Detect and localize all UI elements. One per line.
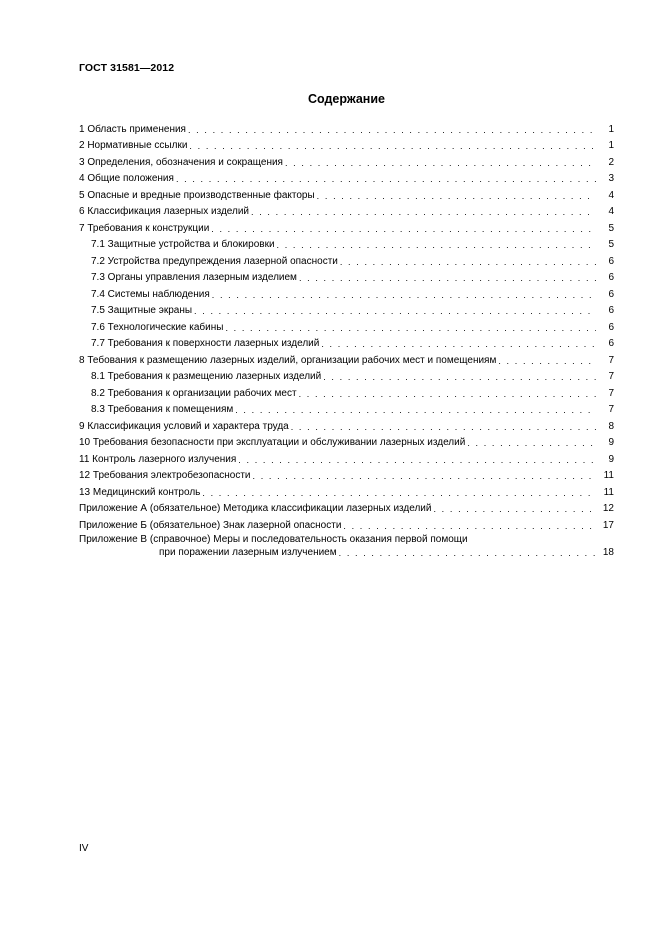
- toc-leader-dots: [339, 547, 596, 559]
- toc-entry-page: 6: [608, 321, 614, 333]
- toc-entry[interactable]: [79, 367, 614, 384]
- toc-entry-page: 1: [608, 123, 614, 135]
- toc-leader-dots: [194, 305, 596, 317]
- toc-leader-dots: [317, 190, 596, 202]
- toc-entry-page: 4: [608, 189, 614, 201]
- toc-entry[interactable]: [79, 251, 614, 268]
- toc-entry-page: 6: [608, 272, 614, 283]
- toc-entry-page: 18: [602, 546, 614, 558]
- toc-leader-dots: [291, 421, 596, 433]
- toc-entry[interactable]: [79, 383, 614, 400]
- toc-entry[interactable]: [79, 235, 614, 252]
- toc-leader-dots: [188, 124, 596, 136]
- toc-entry-label: 7.6 Технологические кабины: [91, 321, 224, 333]
- toc-entry[interactable]: [79, 416, 614, 433]
- toc-entry-label: 7.7 Требования к поверхности лазерных изделий: [91, 338, 320, 349]
- toc-entry-label: 7.5 Защитные экраны: [91, 305, 193, 316]
- toc-entry[interactable]: [79, 284, 614, 301]
- toc-entry-label: 4 Общие положения: [79, 173, 174, 184]
- toc-leader-dots: [340, 256, 596, 268]
- toc-entry-page: 6: [608, 288, 614, 300]
- toc-entry-page: 11: [603, 486, 614, 498]
- toc-entry-label: 11 Контроль лазерного излучения: [79, 453, 237, 465]
- toc-entry-page: 4: [608, 206, 614, 217]
- toc-entry-page: 6: [608, 255, 614, 267]
- toc-entry[interactable]: [79, 350, 614, 367]
- toc-entry-page: 5: [608, 222, 614, 234]
- toc-leader-dots: [321, 338, 596, 350]
- toc-entry[interactable]: [79, 532, 614, 559]
- toc-title: Содержание: [307, 92, 385, 106]
- toc-entry-label: 9 Классификация условий и характера труда: [79, 420, 289, 432]
- toc-leader-dots: [253, 470, 597, 482]
- toc-entry[interactable]: [79, 334, 614, 351]
- toc-leader-dots: [176, 173, 596, 185]
- toc-entry-label: 10 Требования безопасности при эксплуатации и обслуживании лазерных изделий: [79, 437, 466, 448]
- toc-entry-label: 7 Требования к конструкции: [79, 222, 210, 234]
- toc-entry[interactable]: [79, 268, 614, 285]
- toc-entry-page: 9: [608, 453, 614, 465]
- toc-entry[interactable]: [79, 482, 614, 499]
- toc-entry-page: 7: [608, 354, 614, 366]
- toc-entry[interactable]: [79, 515, 614, 532]
- document-header: ГОСТ 31581—2012: [79, 62, 175, 74]
- toc-entry-page: 7: [608, 387, 614, 399]
- toc-leader-dots: [211, 223, 596, 235]
- toc-entry-label: 8.1 Требования к размещению лазерных изделий: [91, 371, 322, 382]
- toc-leader-dots: [225, 322, 596, 334]
- toc-entry-label: 7.4 Системы наблюдения: [91, 288, 210, 300]
- toc-entry-label: 7.2 Устройства предупреждения лазерной опасности: [91, 255, 338, 267]
- toc-entry-page: 8: [608, 420, 614, 432]
- toc-entry[interactable]: [79, 152, 614, 169]
- toc-entry-page: 17: [602, 519, 614, 531]
- toc-entry-page: 12: [602, 503, 614, 514]
- toc-entry-label: 2 Нормативные ссылки: [79, 140, 188, 151]
- toc-entry[interactable]: [79, 400, 614, 417]
- toc-leader-dots: [299, 388, 596, 400]
- toc-entry-label: 1 Область применения: [79, 123, 186, 135]
- toc-leader-dots: [251, 206, 596, 218]
- toc-entry-label: 7.1 Защитные устройства и блокировки: [91, 239, 275, 250]
- toc-entry-page: 6: [608, 338, 614, 349]
- toc-leader-dots: [467, 437, 596, 449]
- toc-entry-page: 2: [608, 156, 614, 168]
- toc-entry-label: Приложение Б (обязательное) Знак лазерной опасности: [79, 519, 342, 531]
- toc-entry-page: 6: [608, 305, 614, 316]
- toc-leader-dots: [238, 454, 596, 466]
- toc-entry[interactable]: [79, 202, 614, 219]
- toc-entry-label: 7.3 Органы управления лазерным изделием: [91, 272, 297, 283]
- page-number: IV: [79, 843, 89, 854]
- toc-entry[interactable]: [79, 119, 614, 136]
- toc-entry-label: 8.2 Требования к организации рабочих мест: [91, 387, 297, 399]
- toc-entry[interactable]: [79, 185, 614, 202]
- toc-entry-label: 3 Определения, обозначения и сокращения: [79, 156, 283, 168]
- toc-entry-page: 3: [608, 173, 614, 184]
- toc-entry-page: 7: [608, 371, 614, 382]
- toc-entry-label: 5 Опасные и вредные производственные факторы: [79, 189, 315, 201]
- toc-entry[interactable]: [79, 449, 614, 466]
- toc-entry-page: 1: [608, 140, 614, 151]
- toc-entry-label-continued: при поражении лазерным излучением: [159, 546, 337, 558]
- toc-leader-dots: [285, 157, 596, 169]
- toc-entry[interactable]: [79, 466, 614, 483]
- toc-entry-page: 11: [603, 470, 614, 481]
- toc-entry-label: 12 Требования электробезопасности: [79, 470, 251, 481]
- toc-entry-label: 6 Классификация лазерных изделий: [79, 206, 250, 217]
- toc-entry[interactable]: [79, 317, 614, 334]
- toc-leader-dots: [299, 272, 596, 284]
- toc-leader-dots: [202, 487, 596, 499]
- toc-entry[interactable]: [79, 433, 614, 450]
- toc-entry[interactable]: [79, 218, 614, 235]
- toc-entry[interactable]: [79, 169, 614, 186]
- toc-entry-label: Приложение В (справочное) Меры и последовательность оказания первой помощи: [79, 533, 468, 545]
- toc-entry-label: Приложение А (обязательное) Методика классификации лазерных изделий: [79, 503, 432, 514]
- toc-leader-dots: [235, 404, 596, 416]
- toc-entry-label: 8 Тебования к размещению лазерных изделий, организации рабочих мест и помещениям: [79, 354, 497, 366]
- toc-leader-dots: [343, 520, 596, 532]
- toc-leader-dots: [189, 140, 596, 152]
- toc-leader-dots: [277, 239, 596, 251]
- toc-entry-page: 9: [608, 437, 614, 448]
- table-of-contents: [79, 119, 614, 559]
- toc-entry[interactable]: [79, 301, 614, 318]
- toc-entry-label: 13 Медицинский контроль: [79, 486, 201, 498]
- toc-leader-dots: [498, 355, 596, 367]
- toc-entry[interactable]: [79, 499, 614, 516]
- toc-leader-dots: [212, 289, 596, 301]
- toc-leader-dots: [433, 503, 596, 515]
- toc-leader-dots: [323, 371, 596, 383]
- toc-entry-label: 8.3 Требования к помещениям: [91, 404, 234, 415]
- toc-entry-page: 7: [608, 404, 614, 415]
- toc-entry-page: 5: [608, 239, 614, 250]
- toc-entry[interactable]: [79, 136, 614, 153]
